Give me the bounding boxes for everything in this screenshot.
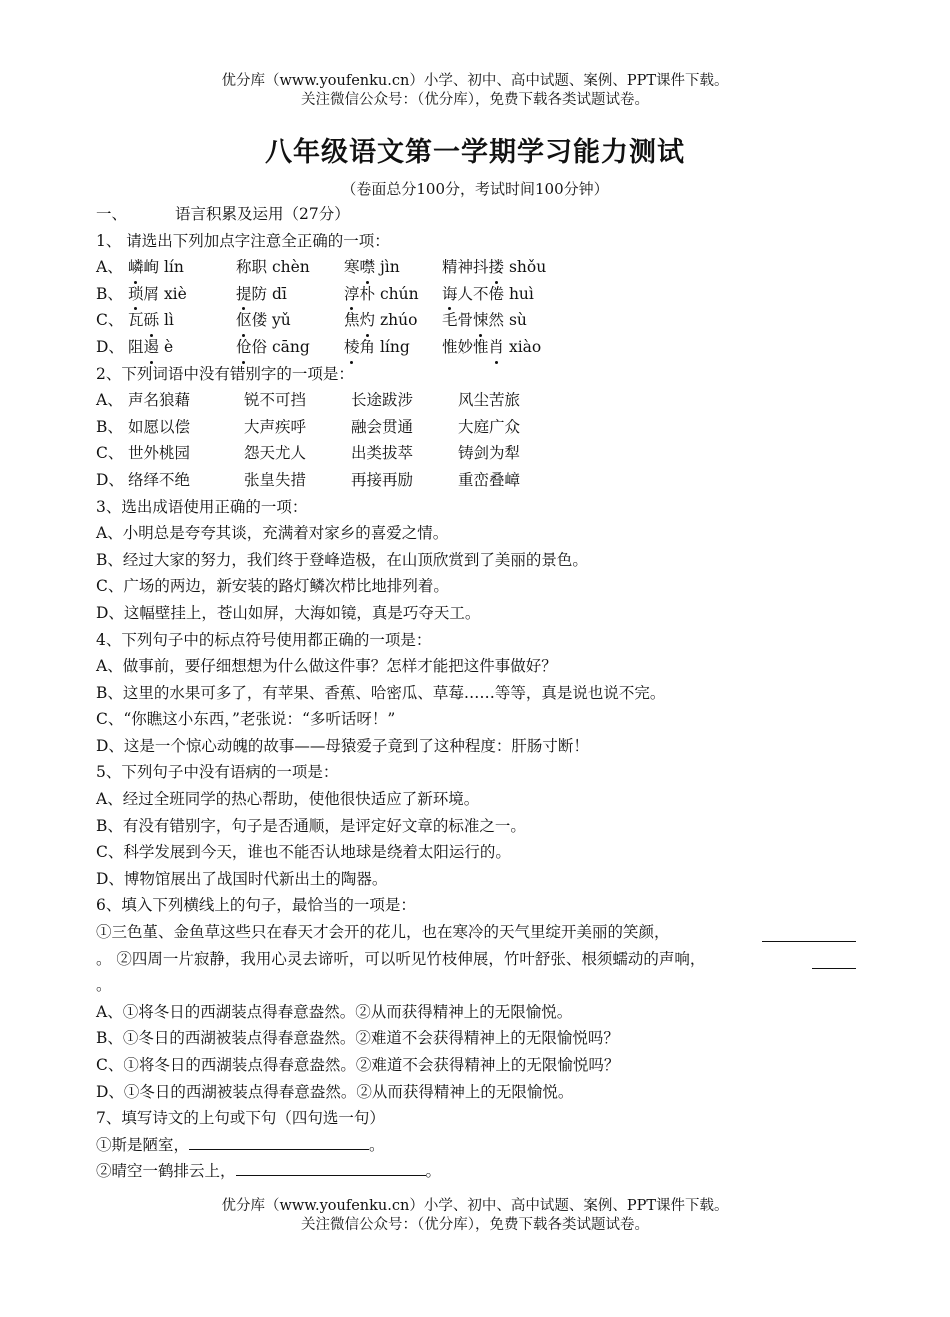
emphasized-char: 淳	[344, 281, 360, 308]
question-6-option: B、①冬日的西湖被装点得春意盎然。②难道不会获得精神上的无限愉悦吗？	[96, 1029, 619, 1048]
exam-subtitle: （卷面总分100分，考试时间100分钟）	[341, 180, 609, 198]
word-item: 伧俗 cāng	[236, 334, 310, 361]
word-item: 焦灼 zhúo	[344, 307, 417, 334]
emphasized-char: 提	[236, 281, 252, 308]
question-1-option	[96, 281, 856, 308]
question-6-option: C、①将冬日的西湖装点得春意盎然。②难道不会获得精神上的无限愉悦吗？	[96, 1056, 620, 1074]
question-2-options	[96, 387, 856, 493]
word-item: 融会贯通	[351, 417, 414, 436]
word-item: 伛偻 yǔ	[236, 307, 291, 334]
option-label: D、	[96, 337, 124, 356]
word-item: 提防 dī	[236, 281, 287, 308]
question-3-option: B、经过大家的努力，我们终于登峰造极，在山顶欣赏到了美丽的景色。	[96, 550, 588, 569]
question-4-stem: 4、下列句子中的标点符号使用都正确的一项是：	[96, 630, 432, 649]
emphasized-char: 噤	[360, 254, 376, 281]
word-item: 世外桃园	[128, 444, 191, 463]
question-4-option: A、做事前，要仔细想想为什么做这件事？怎样才能把这件事做好？	[96, 657, 557, 676]
word-item: 张皇失措	[244, 470, 307, 489]
option-label: B、	[96, 417, 123, 436]
question-3-option: C、广场的两边，新安装的路灯鳞次栉比地排列着。	[96, 577, 449, 596]
question-7-item-2: ②晴空一鹤排云上， 。	[96, 1158, 856, 1185]
question-5-option: B、有没有错别字，句子是否通顺，是评定好文章的标准之一。	[96, 816, 526, 835]
emphasized-char: 伧	[236, 334, 252, 361]
exam-body	[96, 201, 856, 1185]
question-1-option	[96, 307, 856, 334]
emphasized-char: 搂	[489, 254, 505, 281]
word-item: 大庭广众	[458, 417, 521, 436]
emphasized-char: 肖	[489, 334, 505, 361]
word-item: 如愿以偿	[128, 417, 191, 436]
word-item: 精神抖搂 shǒu	[442, 254, 546, 281]
emphasized-char: 砾	[144, 307, 160, 334]
option-label: C、	[96, 444, 124, 463]
section-heading	[96, 201, 856, 228]
word-item: 声名狼藉	[128, 391, 191, 410]
emphasized-char: 伛	[236, 307, 252, 334]
question-4-option: D、这是一个惊心动魄的故事——母猿爱子竟到了这种程度：肝肠寸断！	[96, 736, 589, 755]
question-2-option	[96, 467, 856, 494]
word-item: 淳朴 chún	[344, 281, 419, 308]
exam-title: 八年级语文第一学期学习能力测试	[265, 137, 685, 168]
answer-blank[interactable]	[189, 1133, 369, 1150]
word-item: 诲人不倦 huì	[442, 281, 534, 308]
word-item: 毛骨悚然 sù	[442, 307, 527, 334]
word-item: 称职 chèn	[236, 258, 310, 277]
question-6-sentence-2	[96, 946, 856, 973]
question-1-option	[96, 254, 856, 281]
word-item: 瓦砾 lì	[128, 307, 174, 334]
question-6-option: A、①将冬日的西湖装点得春意盎然。②从而获得精神上的无限愉悦。	[96, 1002, 573, 1021]
question-2-stem: 2、下列词语中没有错别字的一项是：	[96, 364, 354, 383]
question-2-option	[96, 387, 856, 414]
question-5-option: D、博物馆展出了战国时代新出土的陶器。	[96, 869, 388, 888]
emphasized-char: 灼	[360, 307, 376, 334]
header-line-2: 关注微信公众号：（优分库），免费下载各类试题试卷。	[301, 92, 649, 108]
word-item: 琐屑 xiè	[128, 281, 187, 308]
answer-blank[interactable]	[812, 952, 856, 969]
question-5-stem: 5、下列句子中没有语病的一项是：	[96, 763, 339, 782]
emphasized-char: 悚	[473, 307, 489, 334]
question-6-sentence-end: 。	[96, 976, 112, 995]
section-number: 一、	[96, 205, 128, 223]
emphasized-char: 棱	[344, 334, 360, 361]
word-item: 棱角 líng	[344, 334, 410, 361]
question-2-option	[96, 414, 856, 441]
question-5-option: C、科学发展到今天，谁也不能否认地球是绕着太阳运行的。	[96, 843, 511, 862]
question-3-option: A、小明总是夸夸其谈，充满着对家乡的喜爱之情。	[96, 524, 449, 543]
word-item: 阻遏 è	[128, 334, 173, 361]
question-6-text-2: 。 ②四周一片寂静，我用心灵去谛听，可以听见竹枝伸展，竹叶舒张、根须蠕动的声响，	[96, 949, 706, 968]
page-footer	[0, 1197, 950, 1235]
question-4-option: C、“你瞧这小东西，”老张说：“多听话呀！”	[96, 710, 396, 729]
word-item: 大声疾呼	[244, 417, 307, 436]
word-item: 嶙峋 lín	[128, 254, 184, 281]
question-6-sentence-1	[96, 919, 856, 946]
word-item: 再接再励	[351, 470, 414, 489]
question-5-option: A、经过全班同学的热心帮助，使他很快适应了新环境。	[96, 790, 480, 809]
option-label: C、	[96, 311, 124, 330]
word-item: 寒噤 jìn	[344, 254, 400, 281]
emphasized-char: 诲	[442, 281, 458, 308]
word-item: 长途跋涉	[351, 391, 414, 410]
word-item: 重峦叠嶂	[458, 470, 521, 489]
answer-blank[interactable]	[762, 925, 856, 942]
word-item: 惟妙惟肖 xiào	[442, 334, 541, 361]
option-label: B、	[96, 284, 123, 303]
word-item: 风尘苦旅	[458, 391, 521, 410]
answer-blank[interactable]	[236, 1159, 426, 1176]
page-header	[0, 72, 950, 110]
word-item: 铸剑为犁	[458, 444, 521, 463]
footer-line-2: 关注微信公众号：（优分库），免费下载各类试题试卷。	[301, 1217, 649, 1233]
option-label: A、	[96, 258, 123, 277]
question-1-options	[96, 254, 856, 360]
header-line-1: 优分库（www.youfenku.cn）小学、初中、高中试题、案例、PPT课件下载。	[221, 73, 729, 89]
word-item: 锐不可挡	[244, 391, 307, 410]
word-item: 出类拔萃	[351, 444, 414, 463]
section-title: 语言积累及运用（27分）	[175, 205, 350, 223]
question-3-option: D、这幅壁挂上，苍山如屏，大海如镜，真是巧夺天工。	[96, 603, 481, 622]
emphasized-char: 嶙	[128, 254, 144, 281]
question-1-stem: 1、 请选出下列加点字注意全正确的一项：	[96, 231, 390, 250]
footer-line-1: 优分库（www.youfenku.cn）小学、初中、高中试题、案例、PPT课件下载。	[221, 1198, 729, 1214]
question-3-stem: 3、选出成语使用正确的一项：	[96, 497, 308, 516]
emphasized-char: 琐	[128, 281, 144, 308]
option-label: D、	[96, 470, 124, 489]
question-7-stem: 7、填写诗文的上句或下句（四句选一句）	[96, 1109, 385, 1128]
question-1-option	[96, 334, 856, 361]
question-2-option	[96, 440, 856, 467]
option-label: A、	[96, 391, 123, 410]
question-6-stem: 6、填入下列横线上的句子，最恰当的一项是：	[96, 896, 416, 915]
word-item: 怨天尤人	[244, 444, 307, 463]
question-4-option: B、这里的水果可多了，有苹果、香蕉、哈密瓜、草莓……等等，真是说也说不完。	[96, 683, 666, 702]
question-6-text-1: ①三色堇、金鱼草这些只在春天才会开的花儿，也在寒冷的天气里绽开美丽的笑颜，	[96, 923, 670, 942]
question-6-option: D、①冬日的西湖被装点得春意盎然。②从而获得精神上的无限愉悦。	[96, 1082, 574, 1101]
emphasized-char: 遏	[144, 334, 160, 361]
word-item: 络绎不绝	[128, 470, 191, 489]
question-7-item-1: ①斯是陋室， 。	[96, 1132, 856, 1159]
